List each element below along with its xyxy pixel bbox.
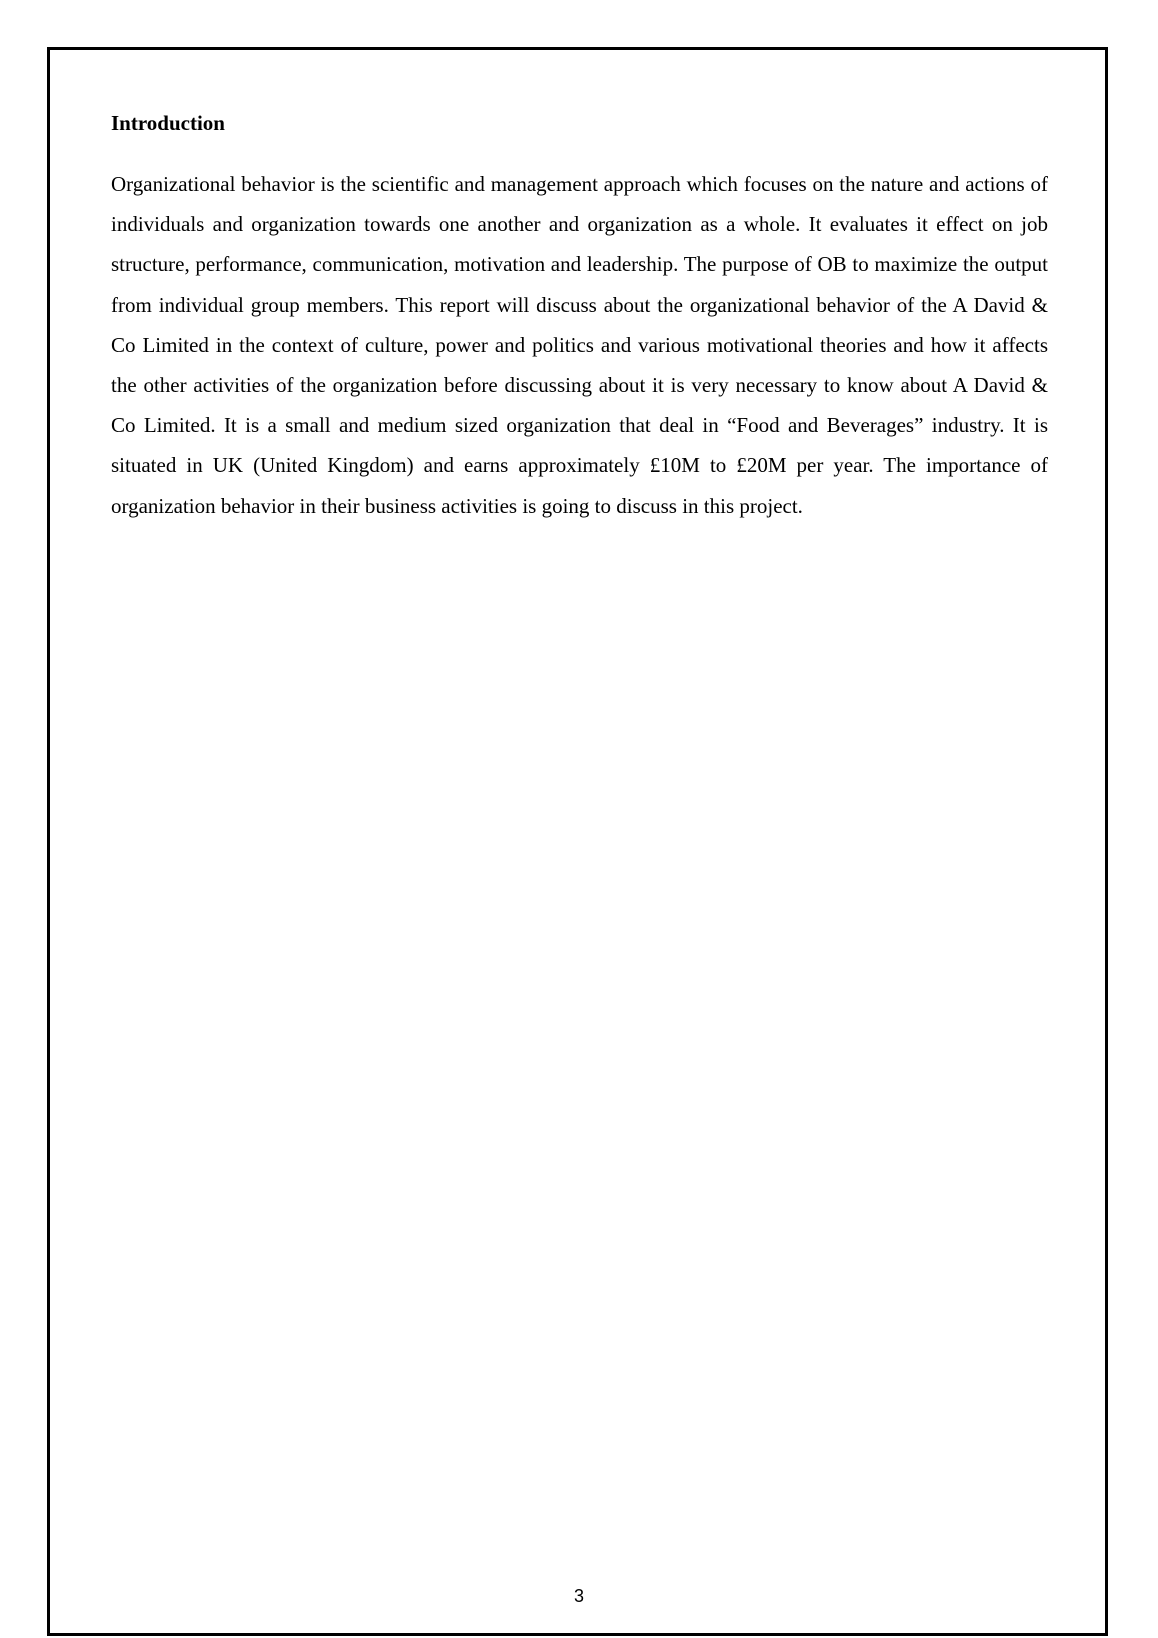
page-number: 3 (573, 1586, 584, 1606)
introduction-paragraph: Organizational behavior is the scientific and management approach which focuses on the nature and actions of individuals and organization towards one another and organization as a whole. It evaluates it effect on job structure, performance, communication, motivation and leadership. The purpose of OB to maximize the output from individual group members. This report will discuss about the organizational behavior of the A David & Co Limited in the context of culture, power and politics and various motivational theories and how it affects the other activities of the organization before discussing about it is very necessary to know about A David & Co Limited. It is a small and medium sized organization that deal in “Food and Beverages” industry. It is situated in UK (United Kingdom) and earns approximately £10M to £20M per year. The importance of organization behavior in their business activities is going to discuss in this project. (111, 172, 1048, 518)
document-body (111, 104, 1048, 526)
section-heading: Introduction (111, 111, 225, 135)
